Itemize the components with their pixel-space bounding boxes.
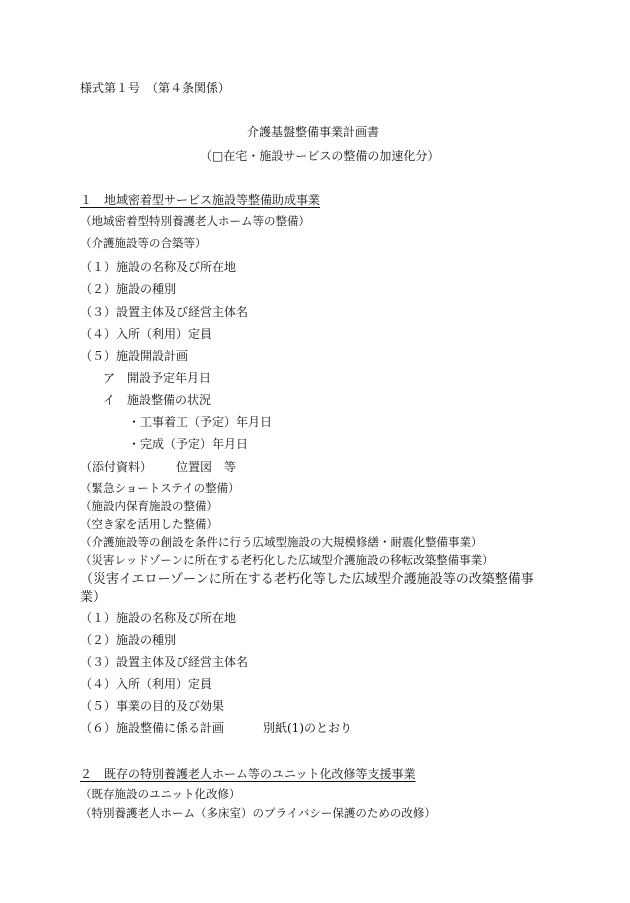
other-project-3: （空き家を活用した整備）: [80, 517, 218, 531]
section1-item-2: （２）施設の種別: [80, 282, 177, 296]
section1-item-4: （４）入所（利用）定員: [80, 327, 213, 341]
section1-item-5: （５）施設開設計画: [80, 349, 189, 363]
section2-heading: ２ 既存の特別養護老人ホーム等のユニット化改修等支援事業: [80, 767, 416, 781]
section1-item2-6-value: 別紙(1)のとおり: [263, 721, 352, 735]
section2-sub2: （特別養護老人ホーム（多床室）のプライバシー保護のための改修）: [80, 806, 436, 820]
section1-sub2: （介護施設等の合築等）: [80, 236, 207, 250]
attachments-label: （添付資料）: [80, 460, 153, 474]
plan-bullet-construction: ・工事着工（予定）年月日: [128, 415, 273, 429]
section1-item2-3: （３）設置主体及び経営主体名: [80, 655, 249, 669]
section2-sub1: （既存施設のユニット化改修）: [80, 787, 241, 801]
other-project-5: （災害レッドゾーンに所在する老朽化した広域型介護施設の移転改築整備事業）: [80, 553, 494, 567]
section1-item-3: （３）設置主体及び経営主体名: [80, 305, 249, 319]
section1-heading: １ 地域密着型サービス施設等整備助成事業: [80, 193, 321, 207]
other-project-6-line1: （災害イエローゾーンに所在する老朽化等した広域型介護施設等の改築整備事: [80, 572, 534, 587]
other-project-4: （介護施設等の創設を条件に行う広域型施設の大規模修繕・耐震化整備事業）: [80, 535, 483, 549]
section1-item-1: （１）施設の名称及び所在地: [80, 260, 237, 274]
form-number: 様式第１号 （第４条関係）: [80, 81, 231, 95]
section1-sub1: （地域密着型特別養護老人ホーム等の整備）: [80, 214, 310, 228]
section1-item2-4: （４）入所（利用）定員: [80, 677, 213, 691]
document-title: 介護基盤整備事業計画書: [247, 125, 380, 139]
attachments-value: 位置図 等: [176, 460, 237, 474]
section1-item2-5: （５）事業の目的及び効果: [80, 699, 225, 713]
plan-bullet-completion: ・完成（予定）年月日: [128, 437, 249, 451]
other-project-1: （緊急ショートステイの整備）: [80, 481, 240, 495]
plan-i: イ 施設整備の状況: [103, 393, 212, 407]
other-project-2: （施設内保育施設の整備）: [80, 499, 218, 513]
section1-item2-2: （２）施設の種別: [80, 633, 177, 647]
other-project-6-line2: 業）: [80, 590, 107, 605]
section1-item2-6: （６）施設整備に係る計画: [80, 721, 225, 735]
document-subtitle: （□在宅・施設サービスの整備の加速化分）: [200, 149, 440, 163]
plan-a: ア 開設予定年月日: [103, 371, 212, 385]
section1-item2-1: （１）施設の名称及び所在地: [80, 611, 237, 625]
